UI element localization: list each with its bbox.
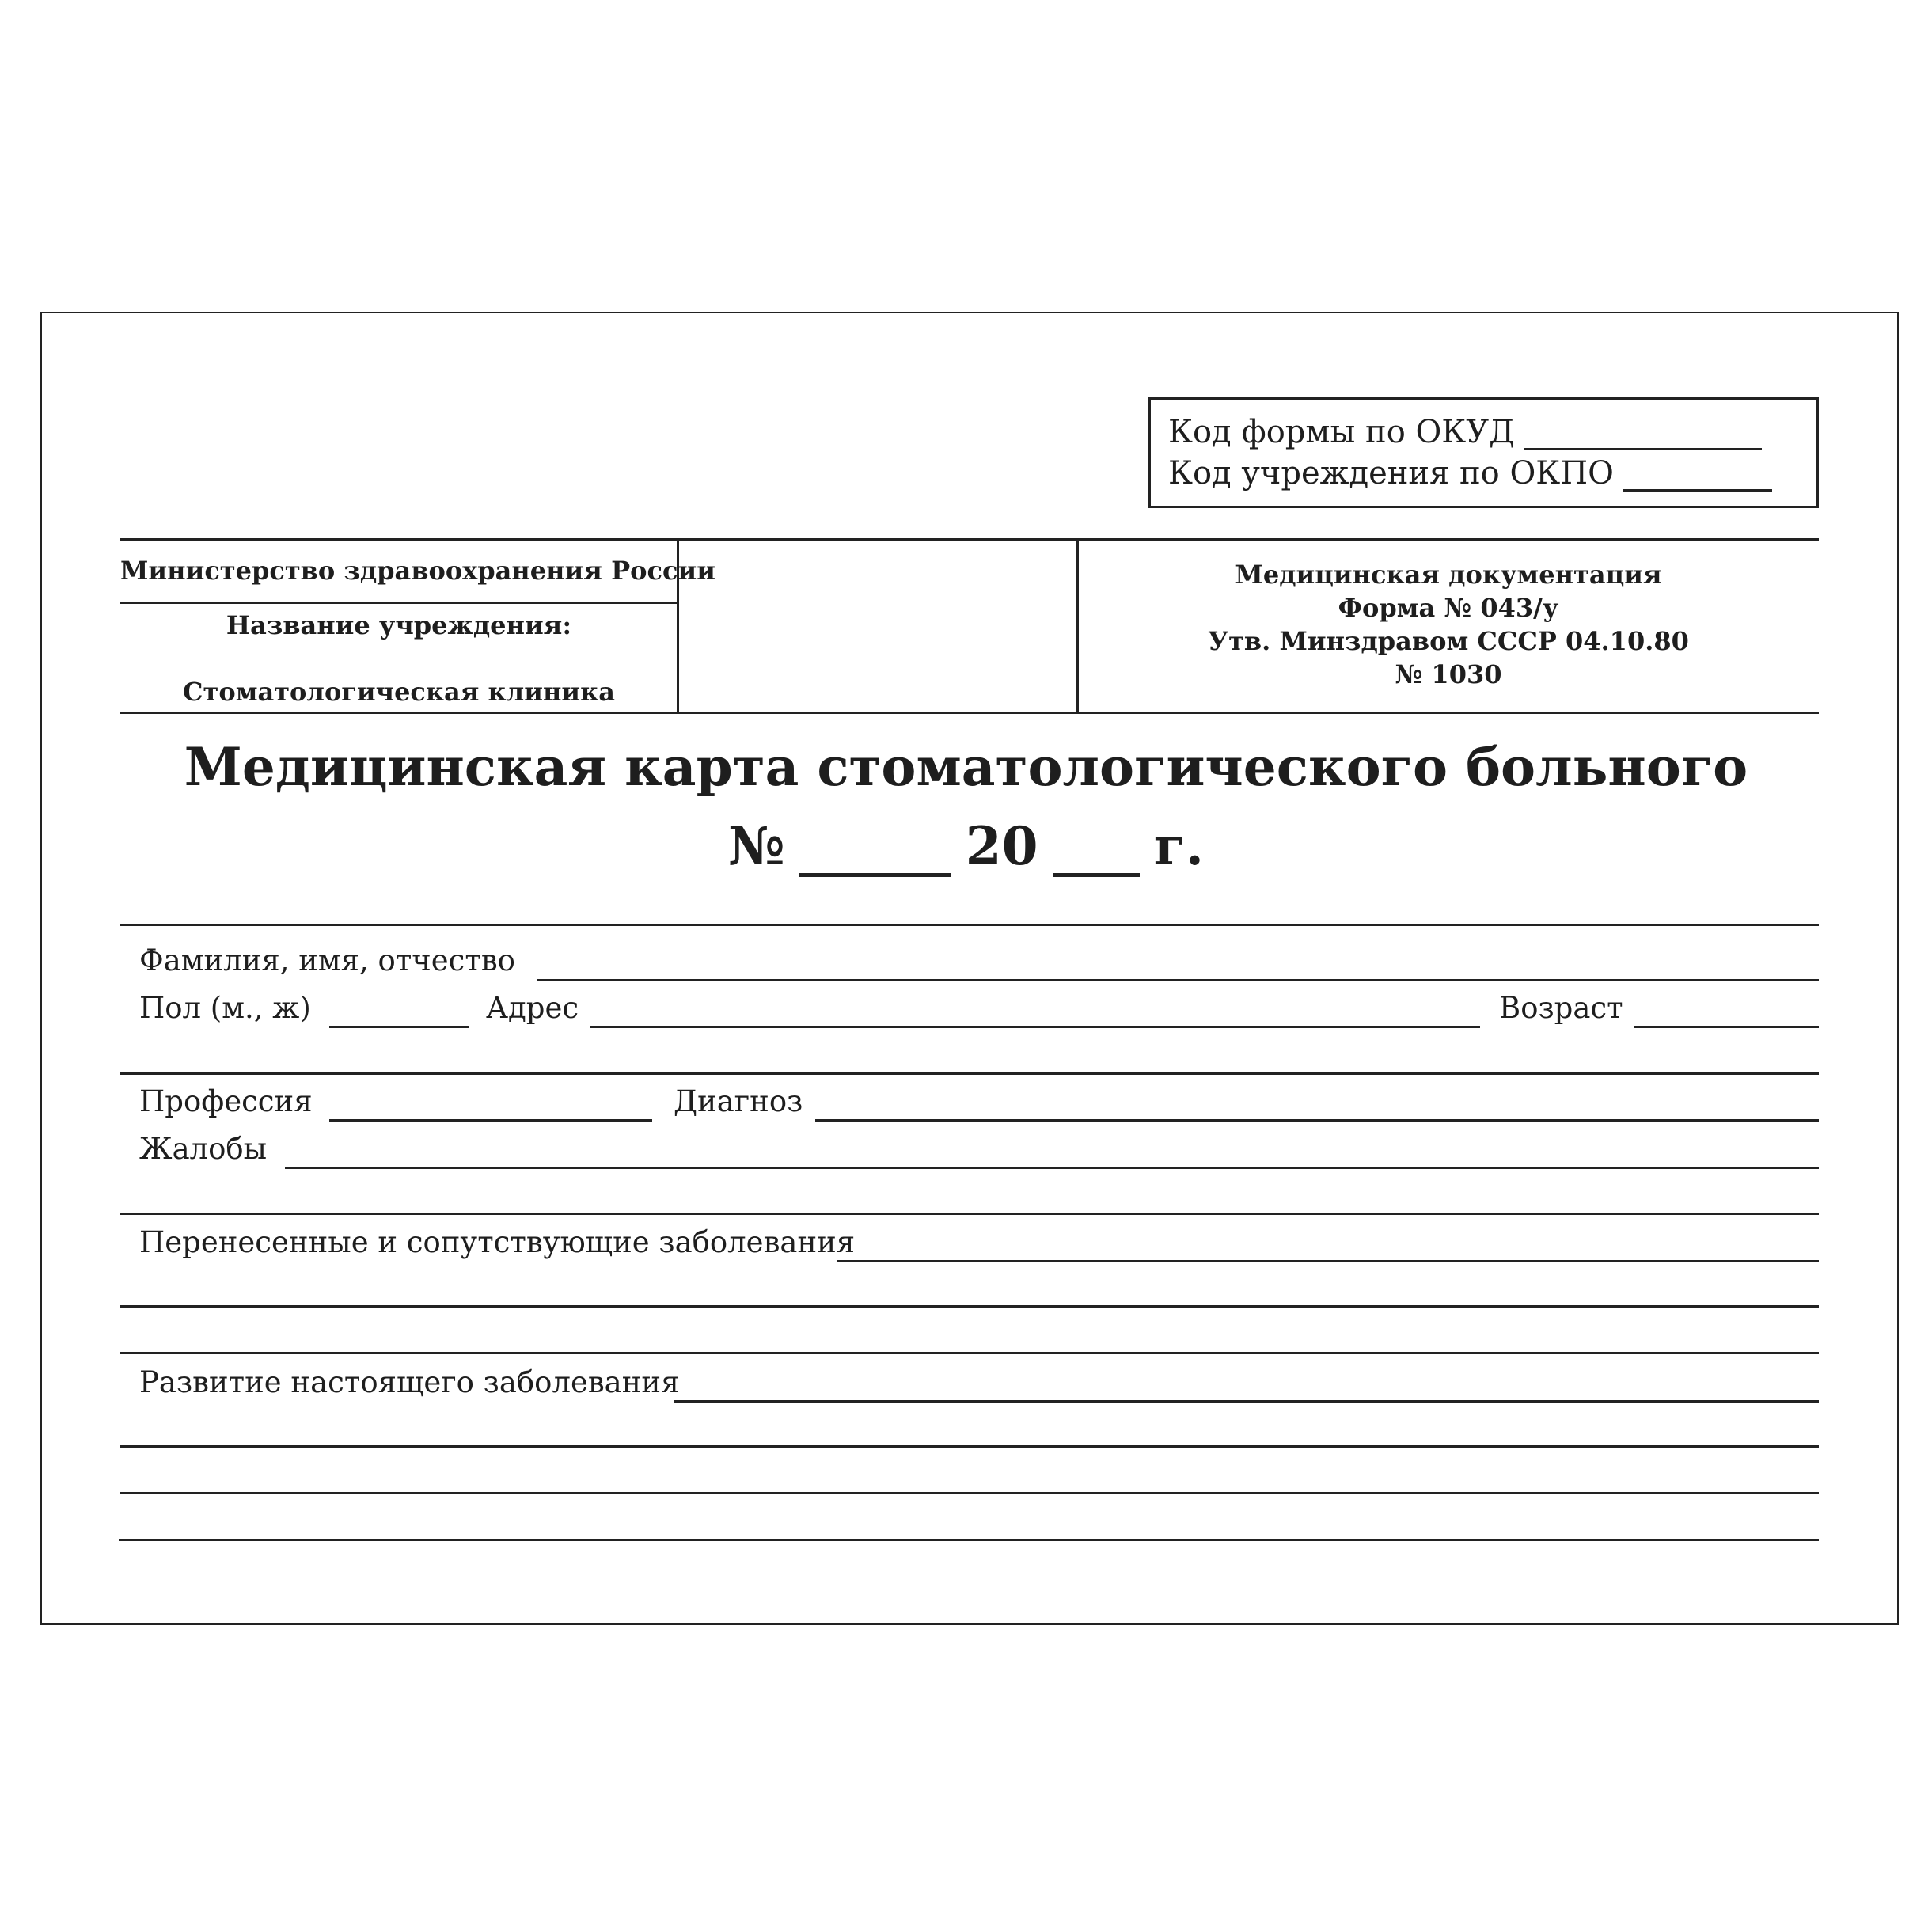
ministry-name: Министерство здравоохранения России [120, 556, 715, 586]
address-label: Адрес [486, 991, 579, 1025]
header-top-rule [120, 538, 1819, 541]
section-rule [119, 1539, 1819, 1541]
okud-field[interactable] [1524, 421, 1762, 450]
age-field[interactable] [1634, 1026, 1819, 1028]
institution-name: Стоматологическая клиника [183, 677, 615, 707]
okpo-row [1168, 455, 1772, 492]
full-name-field[interactable] [537, 979, 1819, 981]
address-field[interactable] [590, 1026, 1480, 1028]
card-number-field[interactable] [799, 830, 951, 877]
institution-label: Название учреждения: [226, 610, 572, 640]
profession-field[interactable] [329, 1119, 652, 1122]
sex-field[interactable] [329, 1026, 469, 1028]
section-rule [120, 1305, 1819, 1308]
card-number-row [0, 815, 1932, 877]
current-disease-label: Развитие настоящего заболевания [139, 1365, 680, 1399]
section-rule [120, 1352, 1819, 1354]
complaints-label: Жалобы [139, 1132, 268, 1166]
sex-label: Пол (м., ж) [139, 991, 311, 1025]
past-diseases-label: Перенесенные и сопутствующие заболевания [139, 1225, 856, 1259]
okpo-label: Код учреждения по ОКПО [1168, 455, 1614, 492]
section-rule [120, 1445, 1819, 1448]
past-diseases-field[interactable] [837, 1260, 1819, 1262]
codes-box [1148, 397, 1819, 508]
number-sign: № [727, 815, 785, 877]
order-number: № 1030 [1395, 659, 1502, 689]
header-ministry-rule [120, 602, 678, 604]
okud-label: Код формы по ОКУД [1168, 414, 1515, 450]
year-field[interactable] [1053, 830, 1140, 877]
year-suffix: г. [1153, 815, 1205, 877]
year-prefix: 20 [965, 815, 1038, 877]
current-disease-field[interactable] [674, 1400, 1819, 1403]
section-rule [120, 1213, 1819, 1215]
approval-note: Утв. Минздравом СССР 04.10.80 [1208, 626, 1689, 656]
okpo-field[interactable] [1623, 462, 1772, 492]
doc-type: Медицинская документация [1235, 560, 1662, 590]
section-rule [120, 1072, 1819, 1075]
page-title: Медицинская карта стоматологического больного [184, 736, 1748, 798]
okud-row [1168, 414, 1762, 450]
complaints-field[interactable] [285, 1167, 1819, 1169]
age-label: Возраст [1499, 991, 1623, 1025]
full-name-label: Фамилия, имя, отчество [139, 943, 515, 977]
section-rule [120, 1492, 1819, 1494]
profession-label: Профессия [139, 1084, 313, 1118]
header-bottom-rule [120, 712, 1819, 714]
diagnosis-field[interactable] [815, 1119, 1819, 1122]
section-rule [120, 924, 1819, 926]
form-number: Форма № 043/у [1338, 593, 1559, 623]
diagnosis-label: Диагноз [674, 1084, 803, 1118]
